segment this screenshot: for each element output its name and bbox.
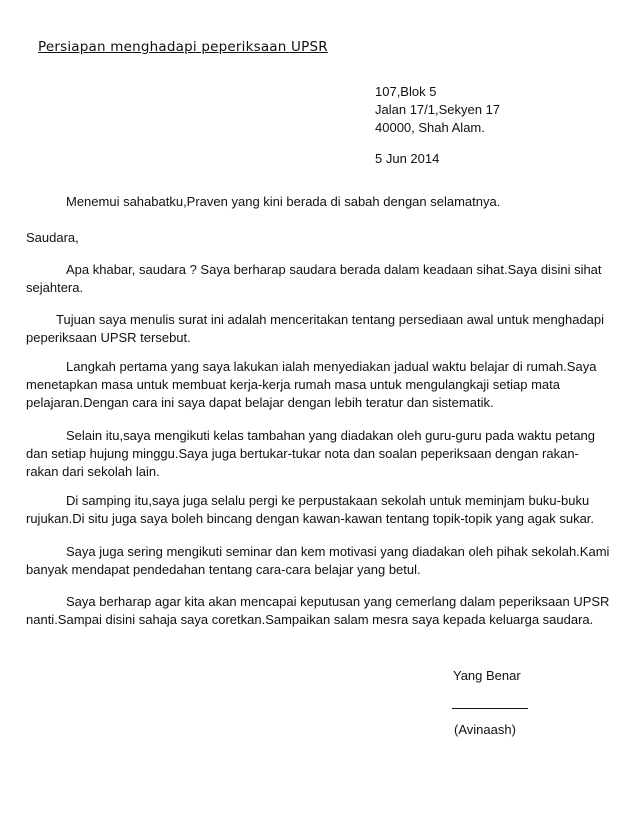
paragraph-5: Di samping itu,saya juga selalu pergi ke perpustakaan sekolah untuk meminjam buku-buku rujukan.Di situ juga saya boleh bincang dengan kawan-kawan tentang topik-topik yang agak sukar. (26, 493, 595, 526)
closing-phrase: Yang Benar (453, 668, 521, 683)
paragraph-4: Selain itu,saya mengikuti kelas tambahan yang diadakan oleh guru-guru pada waktu petang dan setiap hujung minggu.Saya juga bertukar-tukar nota dan soalan peperiksaan dengan rakan- rakan dari sekolah lain. (26, 428, 596, 479)
address-line: Jalan 17/1,Sekyen 17 (375, 102, 501, 117)
letter-date: 5 Jun 2014 (375, 151, 440, 166)
signature-name: (Avinaash) (454, 722, 516, 737)
sender-address (375, 83, 500, 137)
paragraph-2: Tujuan saya menulis surat ini adalah menceritakan tentang persediaan awal untuk menghadapi peperiksaan UPSR tersebut. (26, 312, 605, 345)
paragraph-3: Langkah pertama yang saya lakukan ialah menyediakan jadual waktu belajar di rumah.Saya menetapkan masa untuk membuat kerja-kerja rumah masa untuk mengulangkaji setiap mata pelajaran.Dengan cara ini saya dapat belajar dengan lebih teratur dan sistematik. (26, 359, 597, 410)
letter-title: Persiapan menghadapi peperiksaan UPSR (38, 39, 328, 55)
signature-line (452, 708, 528, 709)
address-line: 40000, Shah Alam. (375, 120, 485, 135)
salutation: Saudara, (26, 230, 79, 245)
paragraph-7: Saya berharap agar kita akan mencapai keputusan yang cemerlang dalam peperiksaan UPSR nanti.Sampai disini sahaja saya coretkan.Sampaikan salam mesra saya kepada keluarga saudara. (26, 594, 610, 627)
paragraph-6: Saya juga sering mengikuti seminar dan kem motivasi yang diadakan oleh pihak sekolah.Kami banyak mendapat pendedahan tentang cara-cara belajar yang betul. (26, 544, 610, 577)
paragraph-1: Apa khabar, saudara ? Saya berharap saudara berada dalam keadaan sihat.Saya disini sihat sejahtera. (26, 262, 602, 295)
address-line: 107,Blok 5 (375, 84, 437, 99)
recipient-line: Menemui sahabatku,Praven yang kini berada di sabah dengan selamatnya. (66, 194, 501, 209)
